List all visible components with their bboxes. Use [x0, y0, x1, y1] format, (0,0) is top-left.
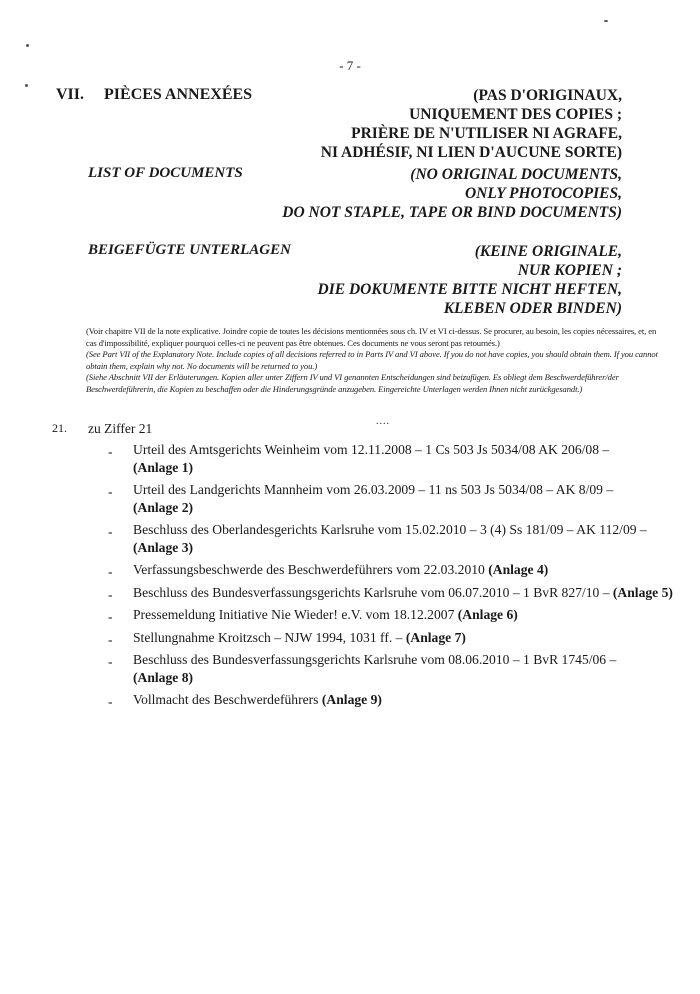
annex-label: (Anlage 5)	[612, 584, 673, 600]
scan-dots: ....	[376, 416, 390, 427]
instruction-line: PRIÈRE DE N'UTILISER NI AGRAFE,	[351, 125, 622, 142]
item-number: 21.	[52, 421, 67, 435]
document-list	[108, 441, 678, 714]
list-bullet: -	[108, 444, 113, 459]
english-instruction	[282, 165, 622, 222]
document-list-item	[108, 521, 678, 556]
document-title: Stellungnahme Kroitzsch – NJW 1994, 1031 ff. –	[133, 629, 403, 645]
section-number: VII.	[56, 86, 85, 103]
annex-label: (Anlage 3)	[133, 539, 194, 555]
document-title: Beschluss des Oberlandesgerichts Karlsruhe vom 15.02.2010 – 3 (4) Ss 181/09 – AK 112/09 –	[133, 522, 647, 537]
list-bullet: -	[108, 631, 113, 647]
instruction-line: UNIQUEMENT DES COPIES ;	[409, 106, 622, 123]
annex-label: (Anlage 6)	[457, 607, 518, 622]
instruction-line: (PAS D'ORIGINAUX,	[473, 87, 622, 104]
french-instruction	[321, 86, 622, 162]
list-bullet: -	[108, 609, 113, 624]
section-title: PIÈCES ANNEXÉES	[104, 86, 253, 103]
annex-label: (Anlage 4)	[488, 562, 549, 577]
annex-label: (Anlage 7)	[405, 629, 466, 645]
list-bullet: -	[108, 564, 113, 579]
note-english: (See Part VII of the Explanatory Note. Include copies of all decisions referred to in Parts IV and VI above. If you do not have copies, you should obtain them. If you cannot obtain them, explain why not. No documents will be returned to you.)	[86, 349, 658, 371]
document-title: Beschluss des Bundesverfassungsgerichts Karlsruhe vom 08.06.2010 – 1 BvR 1745/06 –	[133, 652, 617, 667]
document-list-item	[108, 691, 678, 709]
document-title: Urteil des Landgerichts Mannheim vom 26.03.2009 – 11 ns 503 Js 5034/08 – AK 8/09 –	[133, 482, 614, 497]
instruction-line: ONLY PHOTOCOPIES,	[464, 185, 622, 202]
document-list-item	[108, 584, 678, 602]
page-number: - 7 -	[339, 58, 361, 73]
instruction-line: (KEINE ORIGINALE,	[474, 243, 622, 260]
section-heading	[56, 86, 252, 104]
scan-speck	[25, 84, 28, 87]
list-bullet: -	[108, 654, 113, 669]
document-title: Vollmacht des Beschwerdeführers	[133, 692, 319, 707]
document-title: Beschluss des Bundesverfassungsgerichts Karlsruhe vom 06.07.2010 – 1 BvR 827/10 –	[133, 584, 610, 600]
instruction-line: (NO ORIGINAL DOCUMENTS,	[410, 166, 622, 183]
instruction-line: NUR KOPIEN ;	[517, 262, 622, 279]
german-heading: BEIGEFÜGTE UNTERLAGEN	[88, 242, 291, 258]
document-list-item	[108, 561, 678, 579]
german-instruction	[318, 242, 622, 318]
annex-label: (Anlage 9)	[321, 692, 382, 707]
document-title: Pressemeldung Initiative Nie Wieder! e.V. vom 18.12.2007	[133, 607, 455, 622]
document-title: Verfassungsbeschwerde des Beschwerdeführers vom 22.03.2010	[133, 562, 485, 577]
list-bullet: -	[108, 524, 113, 539]
english-heading: LIST OF DOCUMENTS	[88, 165, 243, 181]
explanatory-notes	[86, 326, 661, 396]
item-heading: zu Ziffer 21	[88, 421, 153, 436]
scan-speck	[604, 20, 608, 22]
document-list-item	[108, 629, 678, 647]
instruction-line: DO NOT STAPLE, TAPE OR BIND DOCUMENTS)	[282, 204, 622, 221]
annex-label: (Anlage 8)	[133, 669, 194, 685]
document-list-item	[108, 441, 678, 476]
annex-label: (Anlage 1)	[133, 459, 194, 475]
document-list-item	[108, 651, 678, 686]
annex-label: (Anlage 2)	[133, 499, 194, 515]
document-list-item	[108, 606, 678, 624]
list-bullet: -	[108, 484, 113, 499]
list-bullet: -	[108, 586, 113, 602]
list-bullet: -	[108, 694, 113, 709]
note-german: (Siehe Abschnitt VII der Erläuterungen. Kopien aller unter Ziffern IV und VI genannten Entscheidungen sind beizufügen. Es obliegt dem Beschwerdeführer/der Beschwerdeführerin, die Kopien zu beschaffen oder die Hinderungsgründe anzugeben. Eingereichte Unterlagen werden Ihnen nicht zurückgesandt.)	[86, 372, 619, 394]
instruction-line: DIE DOKUMENTE BITTE NICHT HEFTEN,	[317, 281, 622, 298]
scan-speck	[26, 44, 29, 47]
document-title: Urteil des Amtsgerichts Weinheim vom 12.11.2008 – 1 Cs 503 Js 5034/08 AK 206/08 –	[133, 442, 610, 457]
instruction-line: KLEBEN ODER BINDEN)	[443, 300, 622, 317]
document-list-item	[108, 481, 678, 516]
note-french: (Voir chapitre VII de la note explicative. Joindre copie de toutes les décisions mentionnées sous ch. IV et VI ci-dessus. Se procurer, au besoin, les copies nécessaires, et, en cas d'impossibilité, expliquer pourquoi celles-ci ne peuvent pas être obtenues. Ces documents ne vous seront pas retournés.)	[86, 326, 657, 348]
instruction-line: NI ADHÉSIF, NI LIEN D'AUCUNE SORTE)	[320, 144, 622, 161]
